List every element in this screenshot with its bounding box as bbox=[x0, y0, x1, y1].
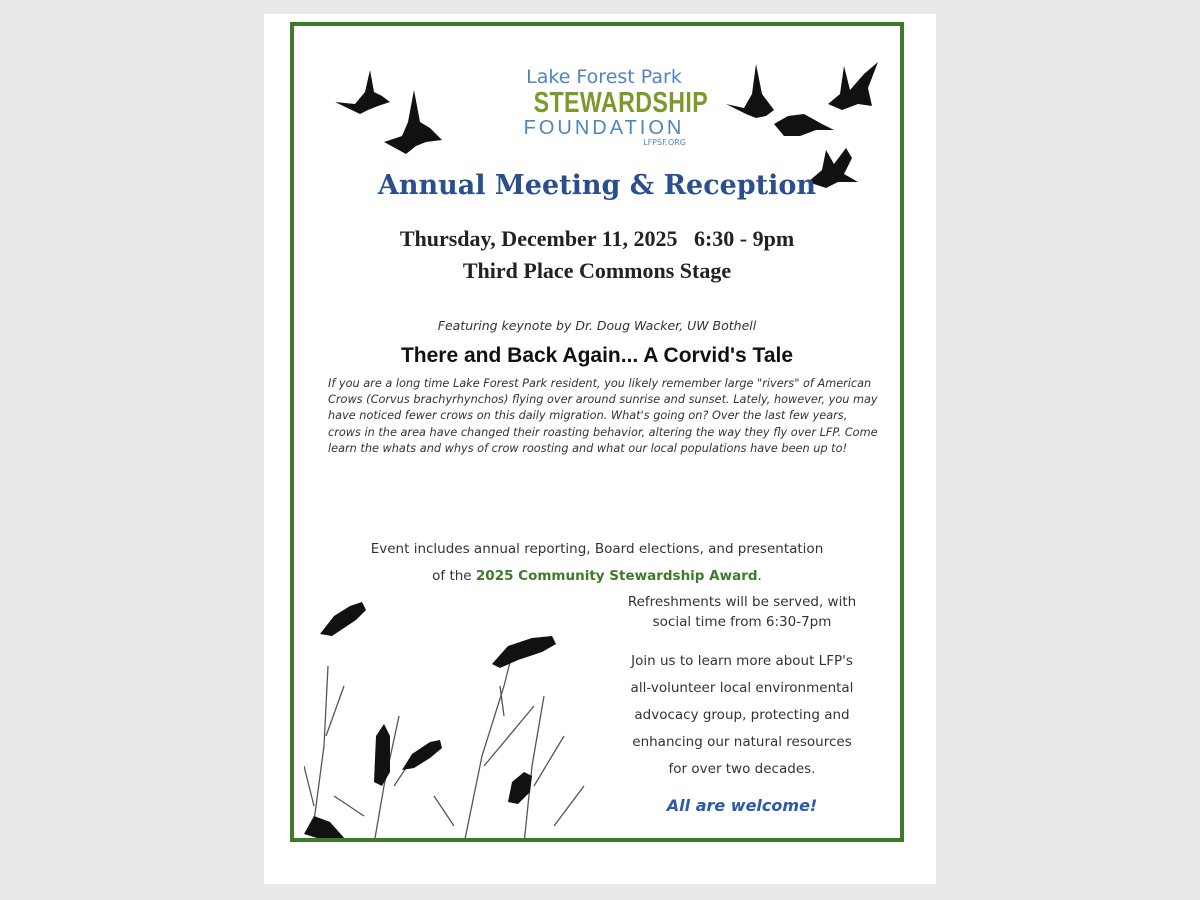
logo-line-3: FOUNDATION bbox=[523, 117, 685, 139]
flyer-border-frame bbox=[290, 22, 904, 842]
event-venue: Third Place Commons Stage bbox=[462, 258, 732, 283]
welcome-message: All are welcome! bbox=[666, 796, 818, 815]
refreshments-note bbox=[594, 592, 890, 632]
refreshments-line-1: Refreshments will be served, with bbox=[627, 594, 857, 610]
logo-line-2: STEWARDSHIP bbox=[533, 87, 709, 119]
includes-prefix: of the bbox=[432, 568, 476, 584]
refreshments-line-2: social time from 6:30-7pm bbox=[652, 614, 832, 630]
includes-suffix: . bbox=[757, 568, 762, 584]
keynote-byline: Featuring keynote by Dr. Doug Wacker, UW Bothell bbox=[437, 318, 757, 333]
flying-crows-left-icon bbox=[330, 62, 450, 162]
event-includes bbox=[324, 536, 870, 590]
join-line: advocacy group, protecting and bbox=[634, 707, 850, 723]
join-line: Join us to learn more about LFP's bbox=[631, 653, 853, 669]
talk-title: There and Back Again... A Corvid's Tale bbox=[400, 344, 794, 367]
logo-line-1: Lake Forest Park bbox=[526, 66, 682, 88]
join-line: enhancing our natural resources bbox=[632, 734, 852, 750]
join-line: for over two decades. bbox=[668, 761, 816, 777]
event-includes-line-1: Event includes annual reporting, Board elections, and presentation bbox=[370, 541, 824, 557]
join-us-text bbox=[594, 648, 890, 783]
talk-description: If you are a long time Lake Forest Park resident, you likely remember large "rivers" of American Crows (Corvus brachyrhynchos) flying over around sunrise and sunset. Lately, however, you may have noticed fewer crows on this daily migration. What's going on? Over the last few years, crows in the area have changed their roasting behavior, altering the way they fly over LFP. Come learn the whats and whys of crow roosting and what our local populations have been up to! bbox=[328, 377, 878, 455]
event-date-time: Thursday, December 11, 2025 6:30 - 9pm bbox=[399, 226, 795, 251]
foundation-logo bbox=[516, 66, 709, 148]
award-name: 2025 Community Stewardship Award bbox=[475, 568, 758, 584]
logo-url: LFPSF.ORG bbox=[643, 138, 686, 147]
event-includes-line-2 bbox=[324, 563, 870, 590]
perched-crows-on-branches-icon bbox=[304, 586, 594, 842]
join-line: all-volunteer local environmental bbox=[630, 680, 854, 696]
event-title: Annual Meeting & Reception bbox=[377, 170, 817, 201]
